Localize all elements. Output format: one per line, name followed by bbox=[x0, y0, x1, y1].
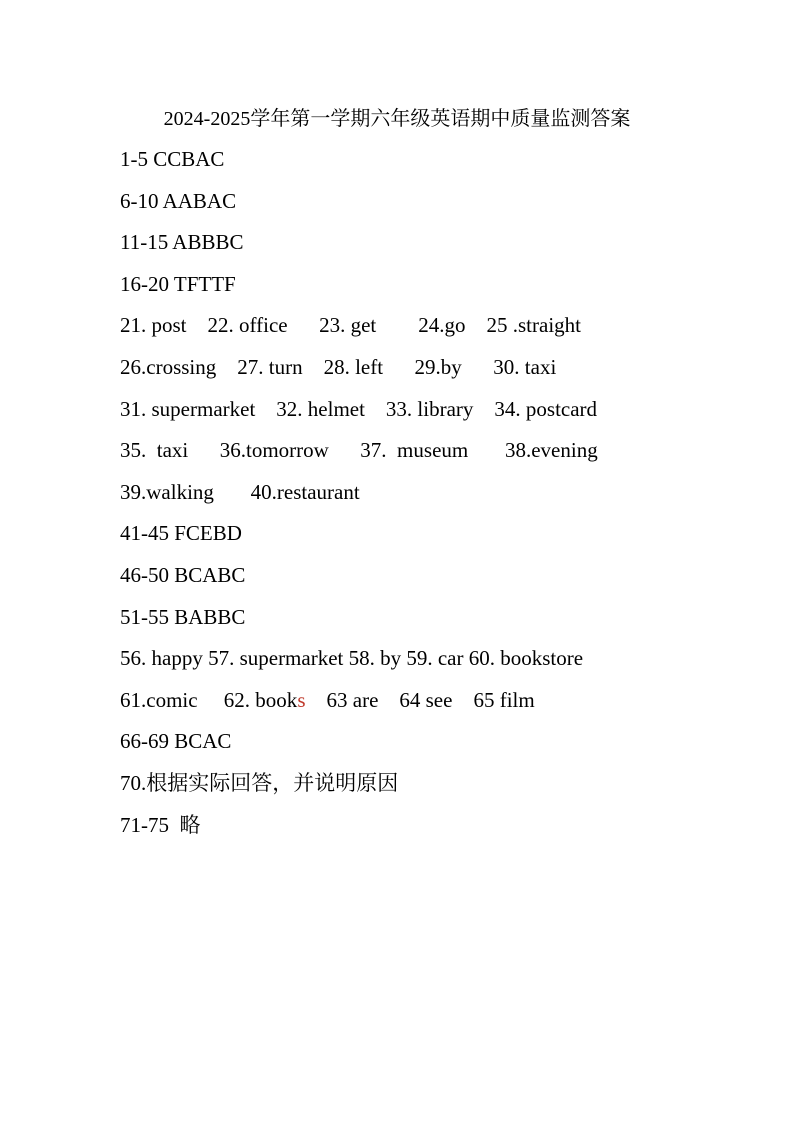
answer-text: 56. happy 57. supermarket 58. by 59. car 60. bookstore bbox=[120, 646, 584, 671]
answer-line bbox=[120, 769, 690, 811]
answer-text: 46-50 BCABC bbox=[120, 562, 246, 587]
document-title: 2024-2025学年第一学期六年级英语期中质量监测答案 bbox=[163, 108, 631, 130]
answer-text: 11-15 ABBBC bbox=[120, 230, 244, 255]
answer-text: 31. supermarket 32. helmet 33. library 34. postcard bbox=[120, 396, 598, 421]
answer-text: 6-10 AABAC bbox=[120, 188, 237, 213]
answer-line bbox=[120, 270, 690, 312]
answer-line bbox=[120, 353, 690, 395]
answer-line bbox=[120, 311, 690, 353]
answer-line bbox=[120, 145, 690, 187]
answer-text: 70.根据实际回答，并说明原因 bbox=[120, 770, 399, 795]
answer-line bbox=[120, 478, 690, 520]
answer-text: 61.comic 62. book bbox=[120, 687, 298, 712]
answer-text: 51-55 BABBC bbox=[120, 604, 246, 629]
answer-line bbox=[120, 187, 690, 229]
answer-text: 39.walking 40.restaurant bbox=[120, 479, 360, 504]
answer-text: 26.crossing 27. turn 28. left 29.by 30. taxi bbox=[120, 354, 557, 379]
answer-text: 35. taxi 36.tomorrow 37. museum 38.evening bbox=[120, 438, 598, 463]
highlighted-answer-text: s bbox=[297, 687, 306, 712]
answer-line bbox=[120, 519, 690, 561]
answer-text: 21. post 22. office 23. get 24.go 25 .straight bbox=[120, 313, 581, 338]
answer-text: 66-69 BCAC bbox=[120, 729, 232, 754]
answer-line bbox=[120, 436, 690, 478]
answer-text: 16-20 TFTTF bbox=[120, 271, 236, 296]
answer-lines bbox=[120, 145, 690, 852]
answer-line bbox=[120, 561, 690, 603]
answer-line bbox=[120, 228, 690, 270]
answer-text: 71-75 略 bbox=[120, 812, 201, 837]
answer-line bbox=[120, 395, 690, 437]
answer-line bbox=[120, 603, 690, 645]
answer-line bbox=[120, 811, 690, 853]
answer-text: 1-5 CCBAC bbox=[120, 147, 225, 171]
answer-text: 63 are 64 see 65 film bbox=[305, 687, 535, 712]
answer-text: 41-45 FCEBD bbox=[120, 521, 242, 546]
answer-line bbox=[120, 686, 690, 728]
answer-line bbox=[120, 727, 690, 769]
answer-line bbox=[120, 644, 690, 686]
